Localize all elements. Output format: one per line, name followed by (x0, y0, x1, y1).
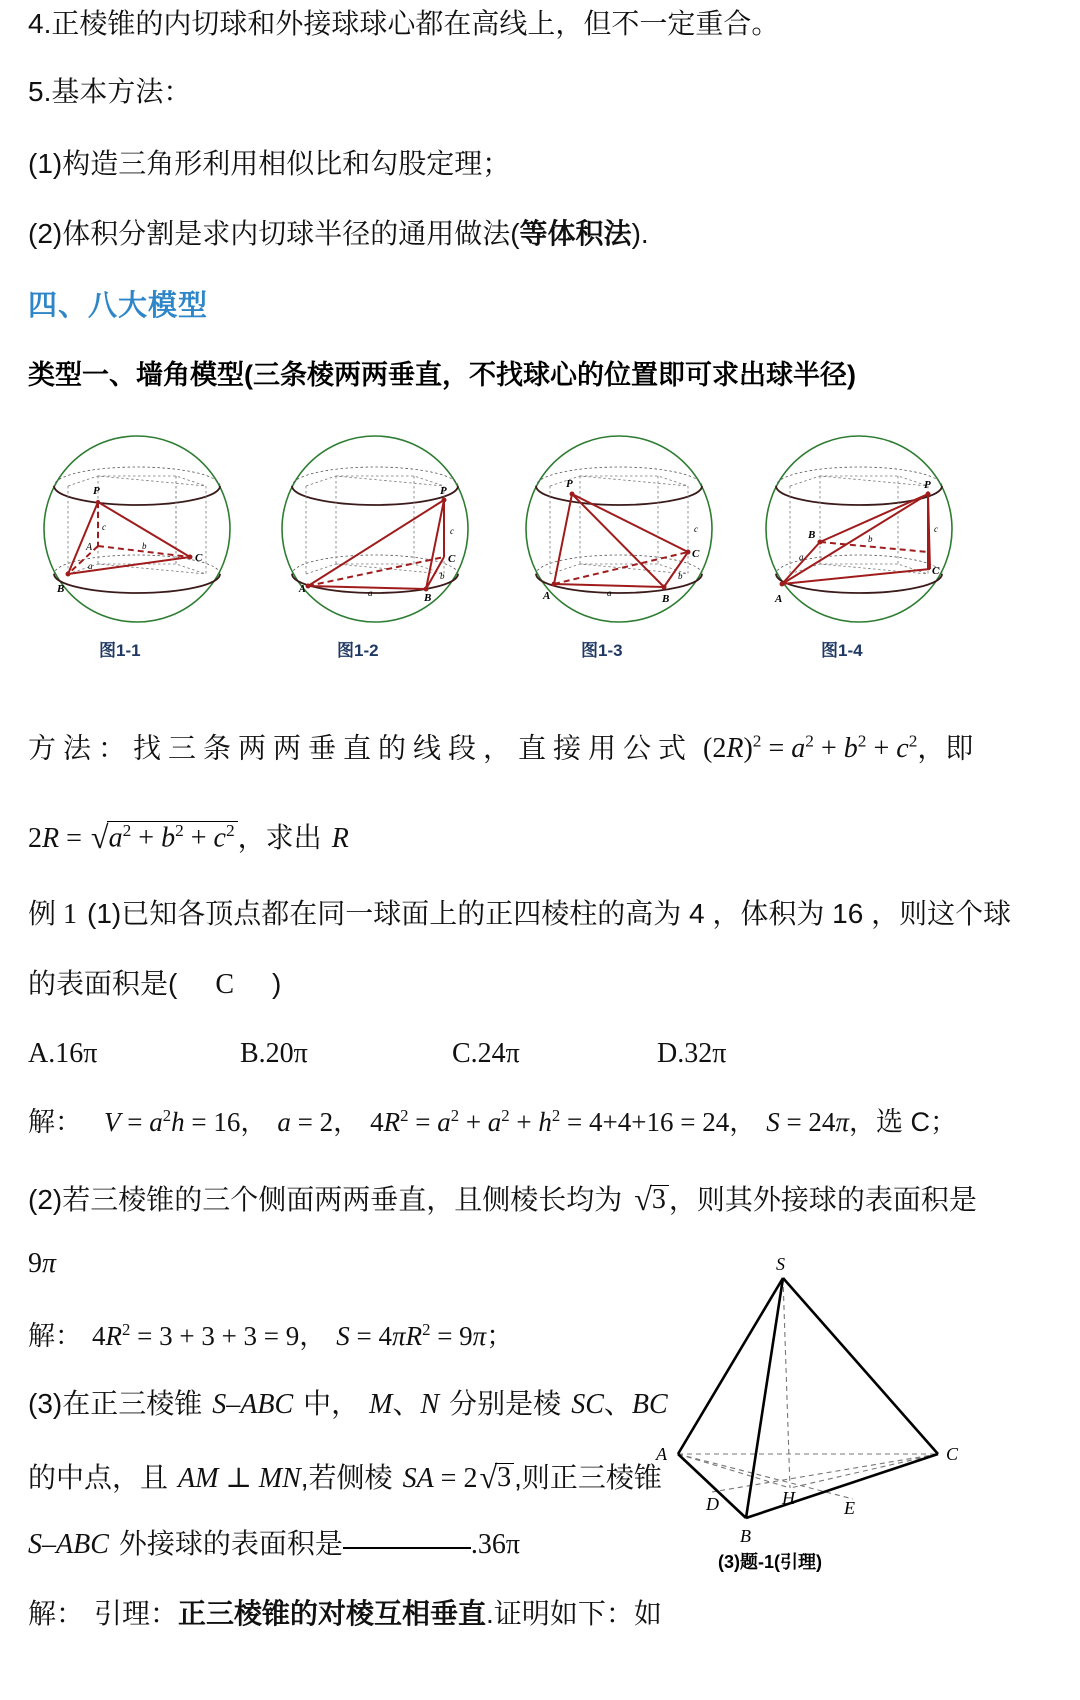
svg-text:b: b (868, 534, 873, 544)
svg-text:c: c (934, 524, 938, 534)
text-line-5: 5.基本方法： (28, 76, 192, 107)
method-formula-line-2 (28, 820, 349, 853)
q3-solid-sabc-2: S–ABC (28, 1529, 109, 1560)
option-a[interactable]: A.16π (28, 1038, 98, 1069)
figure-caption-1-1: 图1-1 (99, 641, 141, 660)
svg-text:B: B (57, 583, 65, 595)
svg-text:a: a (88, 561, 93, 571)
q3-perp-condition: AM ⊥ MN (178, 1463, 301, 1494)
example-1-q1-suffix: ) (272, 968, 282, 999)
example-1-q1-answer: C (215, 969, 235, 1000)
figure-caption-1-3: 图1-3 (581, 641, 623, 660)
solution-3-prefix: 引理： (94, 1598, 179, 1629)
example-1-solution-1 (28, 1108, 957, 1136)
figure-1-1 (30, 424, 245, 638)
svg-text:A: A (86, 542, 93, 553)
svg-text:S: S (776, 1256, 785, 1274)
svg-text:P: P (566, 478, 573, 490)
q3-l3-a: 外接球的表面积是 (118, 1528, 343, 1559)
section-heading: 四、八大模型 (28, 290, 209, 322)
option-c[interactable]: C.24π (452, 1038, 520, 1069)
formula-2r-squared: $(2R)^2 = a^2 + b^2 + c^2$ (703, 732, 918, 765)
example-1-q1-prefix: 的表面积是( (28, 968, 178, 999)
method-2-prefix: (2)体积分割是求内切球半径的通用做法( (28, 218, 520, 249)
solution-1-label: 解： (28, 1107, 82, 1137)
svg-text:E: E (844, 1498, 855, 1518)
q3-edges-sc-bc: SC (571, 1389, 604, 1420)
svg-text:a: a (799, 552, 804, 562)
svg-text:b: b (678, 571, 683, 581)
svg-text:B: B (808, 529, 816, 541)
svg-text:c: c (450, 526, 454, 536)
svg-text:P: P (440, 485, 447, 497)
option-b[interactable]: B.20π (240, 1038, 308, 1069)
example-1-solution-2 (28, 1322, 513, 1350)
svg-text:B: B (662, 593, 670, 605)
example-1-q2-tail: ，则其外接球的表面积是 (668, 1184, 977, 1215)
svg-text:C: C (448, 553, 456, 565)
example-1-question-1-line-2 (28, 970, 281, 999)
example-1-solution-3 (28, 1600, 662, 1629)
figure-caption-1-4: 图1-4 (821, 641, 863, 660)
svg-text:c: c (694, 524, 698, 534)
solution-1-choice: 选 C； (875, 1107, 957, 1137)
method-text: 找三条两两垂直的线段，直接用公式 (133, 732, 694, 764)
svg-text:A: A (543, 590, 551, 602)
q3-l1-a: (3)在正三棱锥 (28, 1388, 203, 1419)
example-1-question-3-line-1: (3)在正三棱锥 S–ABC 中， M、N 分别是棱 SC、BC (28, 1388, 668, 1420)
method-tail: ，即 (917, 732, 974, 764)
q3-l2-c: ,则正三棱锥 (514, 1462, 662, 1493)
svg-text:C: C (932, 565, 940, 577)
q3-solid-sabc: S–ABC (212, 1389, 294, 1420)
svg-text:a: a (607, 588, 612, 598)
solution-2-formula: $4R^2 = 3 + 3 + 3 = 9$， $S = 4\pi R^2 = 9\pi$； (92, 1320, 514, 1351)
answer-blank[interactable] (343, 1547, 471, 1549)
svg-text:P: P (93, 485, 100, 497)
figure-1-4 (752, 424, 967, 638)
method-2-emphasis: 等体积法 (519, 218, 632, 249)
svg-text:c: c (102, 522, 106, 532)
q3-points-mn: M (369, 1389, 393, 1420)
sqrt-3-value: √3 (632, 1185, 669, 1216)
example-1-q2-text: (2)若三棱锥的三个侧面两两垂直，且侧棱长均为 (28, 1184, 623, 1215)
method-label: 方法： (28, 732, 134, 764)
svg-text:C: C (195, 552, 203, 564)
text-line-4: 4.正棱锥的内切球和外接球球心都在高线上，但不一定重合。 (28, 8, 780, 39)
figure-group-wall-corner-models (0, 424, 1080, 674)
svg-text:D: D (706, 1494, 719, 1514)
type-heading: 类型一、墙角模型(三条棱两两垂直，不找球心的位置即可求出球半径) (28, 360, 856, 390)
svg-text:b: b (440, 571, 445, 581)
solution-3-label: 解： (28, 1598, 85, 1629)
method-line2-tail: ，求出 (237, 822, 322, 853)
solution-2-label: 解： (28, 1321, 82, 1351)
figure-tetrahedron-s-abc (648, 1256, 978, 1546)
solution-3-lemma: 正三棱锥的对棱互相垂直 (178, 1598, 487, 1629)
figure-caption-1-2: 图1-2 (337, 641, 379, 660)
option-d[interactable]: D.32π (657, 1038, 727, 1069)
method-line2-R: R (331, 823, 349, 854)
q3-l1-b: 中， (303, 1388, 360, 1419)
solution-3-suffix: .证明如下：如 (486, 1598, 662, 1629)
example-1-q2-answer: 9π (28, 1248, 57, 1279)
figure-caption-tetrahedron: (3)题-1(引理) (718, 1552, 822, 1572)
text-line-method-1 (28, 150, 510, 178)
svg-text:A: A (299, 584, 306, 595)
example-label: 例 1 (28, 899, 78, 930)
q3-l1-c: 分别是棱 (449, 1388, 562, 1419)
method-formula-line-1 (28, 733, 973, 763)
svg-text:B: B (740, 1526, 751, 1546)
q3-sa-value: SA = 2√3 (403, 1463, 515, 1494)
svg-text:A: A (775, 593, 783, 605)
formula-2r-sqrt: $2R = √a^2 + b^2 + c^2$ (28, 823, 238, 854)
q3-l2-b: ,若侧棱 (300, 1462, 393, 1493)
example-1-question-3-line-3 (28, 1530, 520, 1559)
svg-text:C: C (692, 548, 700, 560)
svg-text:A: A (656, 1444, 667, 1464)
figure-1-2 (268, 424, 483, 638)
svg-text:a: a (368, 588, 373, 598)
svg-text:C: C (946, 1444, 959, 1464)
solution-1-formula: $V = a^2h = 16$， a = 2， $4R^2 = a^2 + a^2 + h^2 = 4+4+16 = 24$， S = 24π， (104, 1106, 876, 1137)
example-1-question-3-line-2 (28, 1460, 662, 1493)
example-1-question-2 (28, 1182, 977, 1215)
example-1-q1-text: (1)已知各顶点都在同一球面上的正四棱柱的高为 4 ，体积为 16 ，则这个球 (87, 898, 1012, 929)
q3-l2-a: 的中点，且 (28, 1462, 169, 1493)
text-line-method-2 (28, 220, 649, 248)
svg-text:P: P (924, 479, 931, 491)
example-1-question-1-line-1 (28, 900, 1011, 929)
method-2-suffix: ). (631, 218, 649, 249)
q3-answer: .36π (470, 1529, 521, 1560)
svg-text:b: b (142, 541, 147, 551)
figure-1-3 (512, 424, 727, 638)
svg-text:B: B (424, 592, 432, 604)
method-1-text: (1)构造三角形利用相似比和勾股定理； (28, 148, 511, 179)
svg-text:H: H (782, 1488, 795, 1508)
example-1-options-row (28, 1040, 726, 1068)
